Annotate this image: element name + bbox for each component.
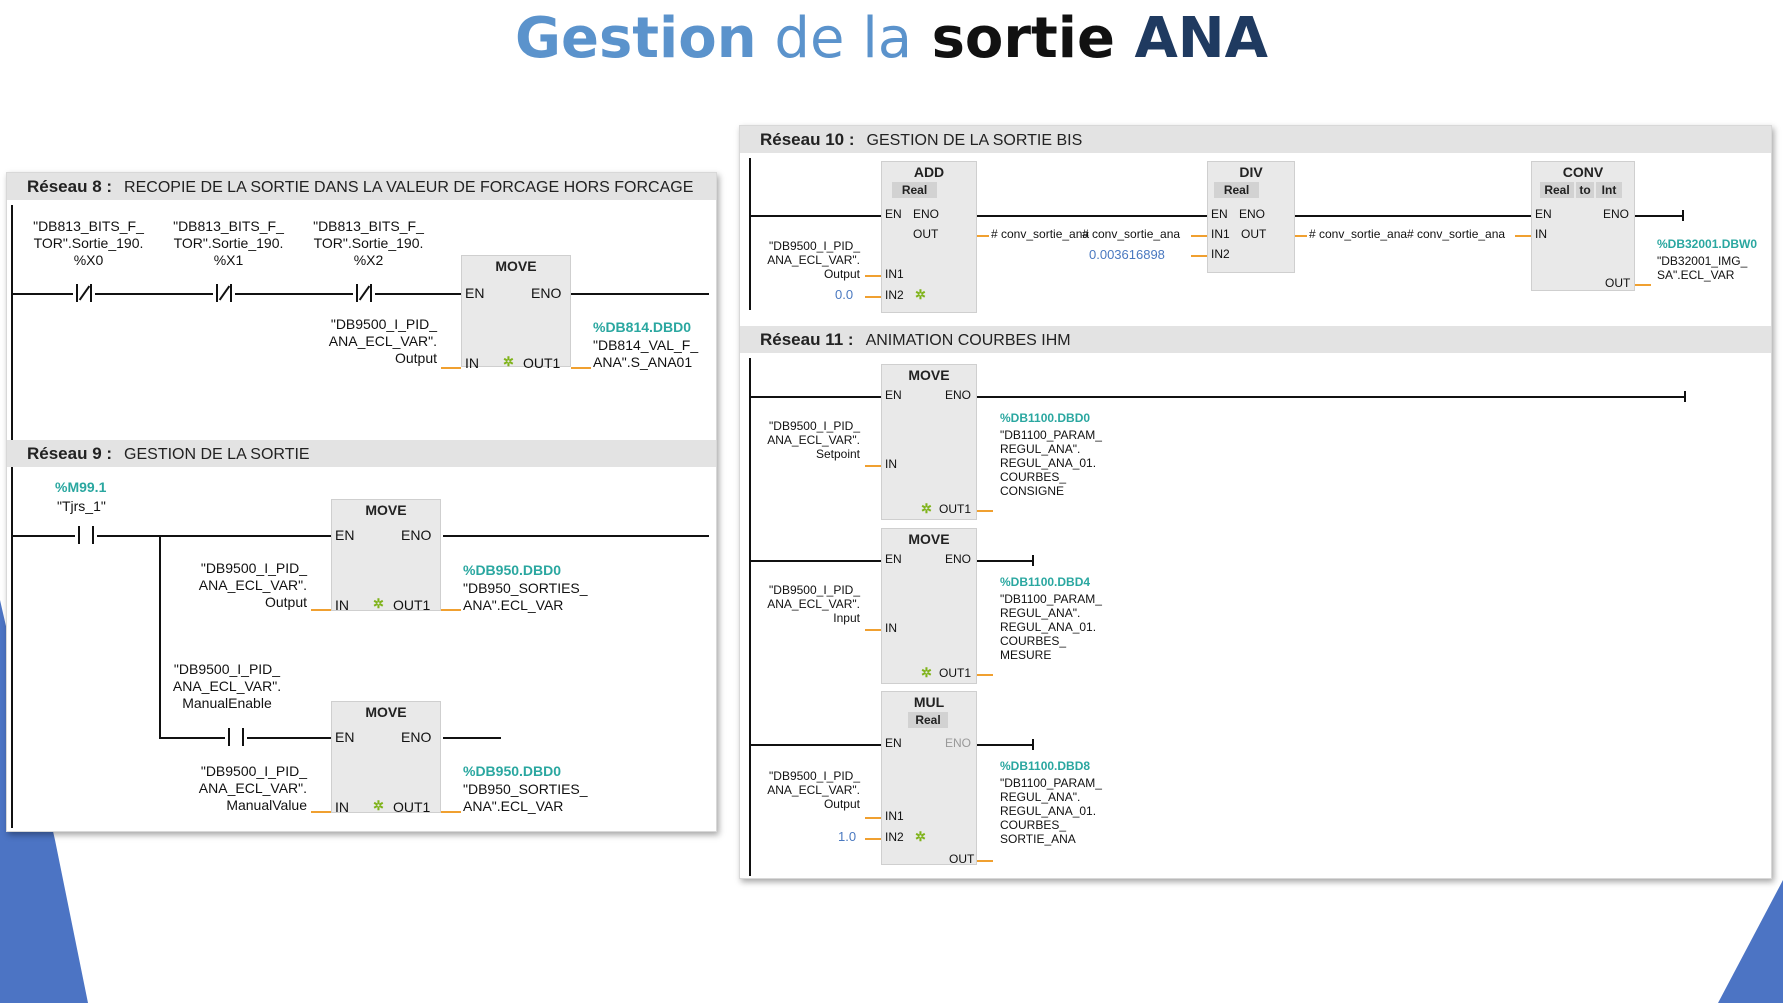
network-11-m2-address: %DB1100.DBD4	[1000, 575, 1091, 589]
network-11-mul-in2-const: 1.0	[838, 829, 857, 844]
network-11-mul-out-label: "DB1100_PARAM_ REGUL_ANA". REGUL_ANA_01. COURBES_ SORTIE_ANA	[1000, 776, 1102, 846]
network-11-move-2-title: MOVE	[908, 531, 950, 547]
network-9-b1-out-wire	[441, 609, 461, 611]
network-8-description: RECOPIE DE LA SORTIE DANS LA VALEUR DE FORCAGE HORS FORCAGE	[124, 179, 694, 196]
left-ladder-panel	[6, 172, 717, 832]
network-11-m2-end-tick	[1032, 555, 1034, 566]
network-9-b1-in-wire	[311, 609, 331, 611]
network-10-conv-out-pin: OUT	[1605, 276, 1631, 290]
network-10-conv-type: Int	[1596, 182, 1622, 198]
network-10-conv-to: to	[1576, 182, 1594, 198]
network-11-m1-eno-pin: ENO	[945, 388, 972, 402]
network-11-mul-title: MUL	[913, 694, 945, 710]
network-11-m1-in-label: "DB9500_I_PID_ ANA_ECL_VAR". Setpoint	[767, 419, 860, 461]
network-10-add-in2-pin: IN2	[885, 288, 904, 302]
network-11-m2-out-label: "DB1100_PARAM_ REGUL_ANA". REGUL_ANA_01. COURBES_ MESURE	[1000, 592, 1102, 662]
network-8-in-pin: IN	[465, 355, 479, 371]
network-10-conv-in-pin: IN	[1535, 227, 1547, 241]
network-8-en-pin: EN	[465, 285, 485, 301]
network-11-wire-m1-in	[749, 396, 881, 398]
network-8-contact-1-label: "DB813_BITS_F_ TOR".Sortie_190. %X0	[33, 218, 144, 268]
network-10-add-star-icon: ✲	[915, 287, 926, 302]
network-10-wire-1	[749, 215, 891, 217]
network-9-b1-en-pin: EN	[335, 527, 355, 543]
network-11-m1-out1-pin: OUT1	[939, 502, 972, 516]
network-11-mul-in1-label: "DB9500_I_PID_ ANA_ECL_VAR". Output	[767, 769, 860, 811]
network-9-header[interactable]	[7, 440, 716, 467]
network-8-move-title: MOVE	[495, 258, 537, 274]
network-9-b1-in-label: "DB9500_I_PID_ ANA_ECL_VAR". Output	[198, 560, 307, 610]
network-10-conv-out-wire	[1635, 284, 1651, 286]
network-10-description: GESTION DE LA SORTIE BIS	[866, 132, 1083, 149]
network-11-m2-eno-pin: ENO	[945, 552, 972, 566]
network-10-conv-title: CONV	[1562, 164, 1604, 180]
network-11-mul-in1-pin: IN1	[885, 809, 904, 823]
network-11-m1-out-label: "DB1100_PARAM_ REGUL_ANA". REGUL_ANA_01. COURBES_ CONSIGNE	[1000, 428, 1102, 498]
title-part-sortie: sortie	[912, 6, 1115, 71]
network-11-wire-m2-out	[977, 560, 1033, 562]
network-10-add-in1-pin: IN1	[885, 267, 904, 281]
network-8-main-wire-4	[375, 293, 465, 295]
network-11-move-1-title: MOVE	[908, 367, 950, 383]
title-part-ana: ANA	[1114, 6, 1268, 71]
network-8-contact-3-label: "DB813_BITS_F_ TOR".Sortie_190. %X2	[313, 218, 424, 268]
network-10-add-out-pin: OUT	[913, 227, 939, 241]
network-9-move-2-title: MOVE	[365, 704, 407, 720]
network-10-div-in1-wire	[1191, 235, 1207, 237]
page-title	[0, 6, 1783, 71]
network-9-b2-eno-wire	[443, 737, 501, 739]
network-10-add-title: ADD	[913, 164, 945, 180]
network-9-b2-out1-pin: OUT1	[393, 799, 431, 815]
network-10-conv-block[interactable]	[1531, 161, 1635, 291]
network-9-b2-out-label: "DB950_SORTIES_ ANA".ECL_VAR	[463, 781, 588, 814]
network-11-m2-out1-pin: OUT1	[939, 666, 972, 680]
network-11-wire-m1-out	[977, 396, 1685, 398]
network-9-no-contact-manual[interactable]	[225, 728, 247, 746]
network-10-div-out-var: # conv_sortie_ana	[1309, 227, 1408, 241]
network-9-b2-eno-pin: ENO	[401, 729, 432, 745]
network-9-b2-star-icon: ✲	[373, 798, 384, 813]
network-8-eno-wire	[569, 293, 709, 295]
network-10-conv-en-pin: EN	[1535, 207, 1552, 221]
network-11-m1-star-icon: ✲	[921, 501, 932, 516]
network-11-wire-mul-out	[977, 744, 1033, 746]
network-9-label: Réseau 9 :	[27, 444, 113, 463]
network-9-b1-out-label: "DB950_SORTIES_ ANA".ECL_VAR	[463, 580, 588, 613]
network-8-main-wire-3	[235, 293, 353, 295]
network-11-mul-in2-wire	[865, 838, 881, 840]
network-10-power-rail	[749, 158, 751, 310]
network-10-conv-in-var: # conv_sortie_ana	[1407, 227, 1506, 241]
network-8-out-wire	[571, 367, 591, 369]
right-blue-wedge	[1718, 880, 1783, 1003]
network-9-main-wire-1	[11, 535, 75, 537]
network-10-add-out-wire	[977, 235, 989, 237]
network-11-m1-in-pin: IN	[885, 457, 897, 471]
network-11-m2-in-pin: IN	[885, 621, 897, 635]
network-9-b1-out1-pin: OUT1	[393, 597, 431, 613]
network-9-b2-en-pin: EN	[335, 729, 355, 745]
network-9-power-rail	[11, 473, 13, 828]
network-10-add-in2-wire	[865, 296, 881, 298]
network-10-div-en-pin: EN	[1211, 207, 1228, 221]
network-8-nc-contact-3[interactable]	[353, 284, 375, 302]
network-8-main-wire-2	[95, 293, 213, 295]
network-11-mul-eno-pin: ENO	[945, 736, 972, 750]
network-9-no-contact[interactable]	[75, 526, 97, 544]
network-8-eno-pin: ENO	[531, 285, 562, 301]
network-10-div-in2-pin: IN2	[1211, 247, 1230, 261]
network-10-div-in2-wire	[1191, 255, 1207, 257]
network-9-description: GESTION DE LA SORTIE	[124, 446, 310, 463]
network-11-wire-mul-in	[749, 744, 881, 746]
network-10-div-in1-pin: IN1	[1211, 227, 1230, 241]
network-11-m2-in-label: "DB9500_I_PID_ ANA_ECL_VAR". Input	[767, 583, 860, 625]
network-10-div-type: Real	[1214, 182, 1259, 198]
network-8-nc-contact-2[interactable]	[213, 284, 235, 302]
network-11-m1-address: %DB1100.DBD0	[1000, 411, 1091, 425]
network-10-label: Réseau 10 :	[760, 130, 855, 149]
network-11-m2-in-wire	[865, 629, 881, 631]
network-9-branch-h-wire-2	[247, 737, 335, 739]
network-9-b2-in-pin: IN	[335, 799, 349, 815]
network-10-conv-in-wire	[1515, 235, 1531, 237]
right-ladder-panel	[739, 125, 1772, 879]
network-11-m2-star-icon: ✲	[921, 665, 932, 680]
network-10-out-address: %DB32001.DBW0	[1657, 237, 1758, 251]
network-11-mul-in1-wire	[865, 817, 881, 819]
network-11-m1-out-wire	[977, 510, 993, 512]
network-9-contact-label: "Tjrs_1"	[57, 498, 106, 514]
network-8-in-label: "DB9500_I_PID_ ANA_ECL_VAR". Output	[328, 316, 437, 366]
network-8-contact-2-label: "DB813_BITS_F_ TOR".Sortie_190. %X1	[173, 218, 284, 268]
network-9-manual-enable-label: "DB9500_I_PID_ ANA_ECL_VAR". ManualEnable	[172, 661, 282, 711]
network-9-eno-wire	[443, 535, 709, 537]
title-part-gestion: Gestion	[515, 6, 757, 71]
network-11-header[interactable]	[740, 326, 1771, 353]
network-10-conv-eno-pin: ENO	[1603, 207, 1630, 221]
network-11-mul-en-pin: EN	[885, 736, 902, 750]
network-8-out-star-icon: ✲	[503, 354, 514, 369]
network-8-header[interactable]	[7, 173, 716, 200]
network-10-div-in1-var: # conv_sortie_ana	[1082, 227, 1181, 241]
network-9-b2-in-label: "DB9500_I_PID_ ANA_ECL_VAR". ManualValue	[198, 763, 307, 813]
network-10-div-in2-const: 0.003616898	[1089, 247, 1165, 262]
network-10-add-in1-wire	[865, 275, 881, 277]
network-11-mul-type: Real	[908, 712, 948, 728]
network-11-mul-in2-pin: IN2	[885, 830, 904, 844]
network-10-div-eno-pin: ENO	[1239, 207, 1266, 221]
network-10-in2-const: 0.0	[835, 287, 854, 302]
network-9-b1-in-pin: IN	[335, 597, 349, 613]
network-11-end-tick	[1684, 391, 1686, 402]
network-11-mul-out-pin: OUT	[949, 852, 975, 866]
network-8-out-address: %DB814.DBD0	[593, 319, 692, 335]
network-10-wire-2	[975, 215, 1211, 217]
network-9-branch-h-wire-1	[159, 737, 225, 739]
network-9-move-block-1[interactable]	[331, 499, 441, 611]
network-9-b2-in-wire	[311, 811, 331, 813]
network-11-m1-in-wire	[865, 465, 881, 467]
network-11-mul-out-wire	[977, 860, 993, 862]
network-10-div-out-wire	[1295, 235, 1307, 237]
network-11-label: Réseau 11 :	[760, 330, 854, 349]
network-11-wire-m2-in	[749, 560, 881, 562]
network-9-b1-star-icon: ✲	[373, 596, 384, 611]
network-10-out-label: "DB32001_IMG_ SA".ECL_VAR	[1657, 254, 1748, 282]
network-10-add-type: Real	[892, 182, 937, 198]
network-8-move-block[interactable]	[461, 255, 571, 367]
network-9-b2-out-address: %DB950.DBD0	[463, 763, 562, 779]
network-8-in-wire	[441, 367, 461, 369]
network-11-mul-address: %DB1100.DBD8	[1000, 759, 1091, 773]
network-8-out1-pin: OUT1	[523, 355, 561, 371]
network-9-b1-out-address: %DB950.DBD0	[463, 562, 562, 578]
network-8-main-wire-1	[11, 293, 73, 295]
title-part-de-la: de la	[756, 6, 913, 71]
network-10-add-en-pin: EN	[885, 207, 902, 221]
network-8-nc-contact-1[interactable]	[73, 284, 95, 302]
network-10-in1-label: "DB9500_I_PID_ ANA_ECL_VAR". Output	[767, 239, 860, 281]
network-9-b2-out-wire	[441, 811, 461, 813]
network-11-m2-out-wire	[977, 674, 993, 676]
network-10-conv-from: Real	[1540, 182, 1574, 198]
network-10-add-out-var: # conv_sortie_ana	[991, 227, 1090, 241]
network-10-div-title: DIV	[1239, 164, 1263, 180]
network-11-description: ANIMATION COURBES IHM	[865, 332, 1071, 349]
network-9-move-1-title: MOVE	[365, 502, 407, 518]
network-11-mul-star-icon: ✲	[915, 829, 926, 844]
network-8-out-label: "DB814_VAL_F_ ANA".S_ANA01	[593, 337, 699, 370]
network-10-end-tick	[1682, 210, 1684, 221]
network-10-wire-3	[1295, 215, 1557, 217]
network-10-header[interactable]	[740, 126, 1771, 153]
network-9-contact-address: %M99.1	[55, 479, 107, 495]
network-11-mul-end-tick	[1032, 739, 1034, 750]
network-8-label: Réseau 8 :	[27, 177, 113, 196]
network-11-m2-en-pin: EN	[885, 552, 902, 566]
network-10-add-eno-pin: ENO	[913, 207, 940, 221]
network-10-wire-4	[1633, 215, 1683, 217]
network-11-m1-en-pin: EN	[885, 388, 902, 402]
network-10-div-out-pin: OUT	[1241, 227, 1267, 241]
network-9-move-block-2[interactable]	[331, 701, 441, 813]
network-9-main-wire-2	[97, 535, 335, 537]
network-9-b1-eno-pin: ENO	[401, 527, 432, 543]
